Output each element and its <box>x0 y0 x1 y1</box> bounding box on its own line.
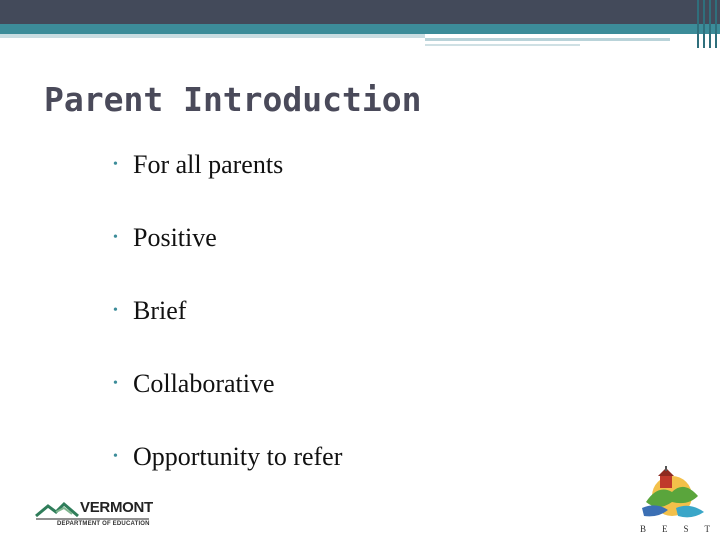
school-logo-letter: B <box>640 524 647 534</box>
bullet-icon: • <box>113 376 118 391</box>
header-stripes <box>695 0 720 48</box>
school-logo-letters <box>640 524 710 534</box>
header-accent-bar <box>0 24 720 34</box>
school-logo-letter: T <box>704 524 710 534</box>
bullet-icon: • <box>113 303 118 318</box>
bullet-icon: • <box>113 449 118 464</box>
bullet-icon: • <box>113 230 118 245</box>
bullet-text: Brief <box>133 296 187 325</box>
bullet-text: Positive <box>133 223 217 252</box>
vermont-logo-department: DEPARTMENT OF EDUCATION <box>57 521 150 527</box>
header-line <box>425 44 580 46</box>
bullet-text: Opportunity to refer <box>133 442 343 471</box>
school-logo-letter: E <box>662 524 668 534</box>
slide-title: Parent Introduction <box>44 80 422 119</box>
bullet-text: Collaborative <box>133 369 275 398</box>
bullet-text: For all parents <box>133 150 284 179</box>
bullet-item <box>113 292 342 365</box>
bullet-item <box>113 146 342 219</box>
header-light-line <box>0 34 425 38</box>
header-line <box>425 38 670 41</box>
bullet-item <box>113 219 342 292</box>
bullet-list <box>113 146 342 511</box>
bullet-icon: • <box>113 157 118 172</box>
school-logo-letter: S <box>683 524 689 534</box>
vermont-logo-name: VERMONT <box>80 499 153 516</box>
bullet-item <box>113 365 342 438</box>
header-bar <box>0 0 720 24</box>
